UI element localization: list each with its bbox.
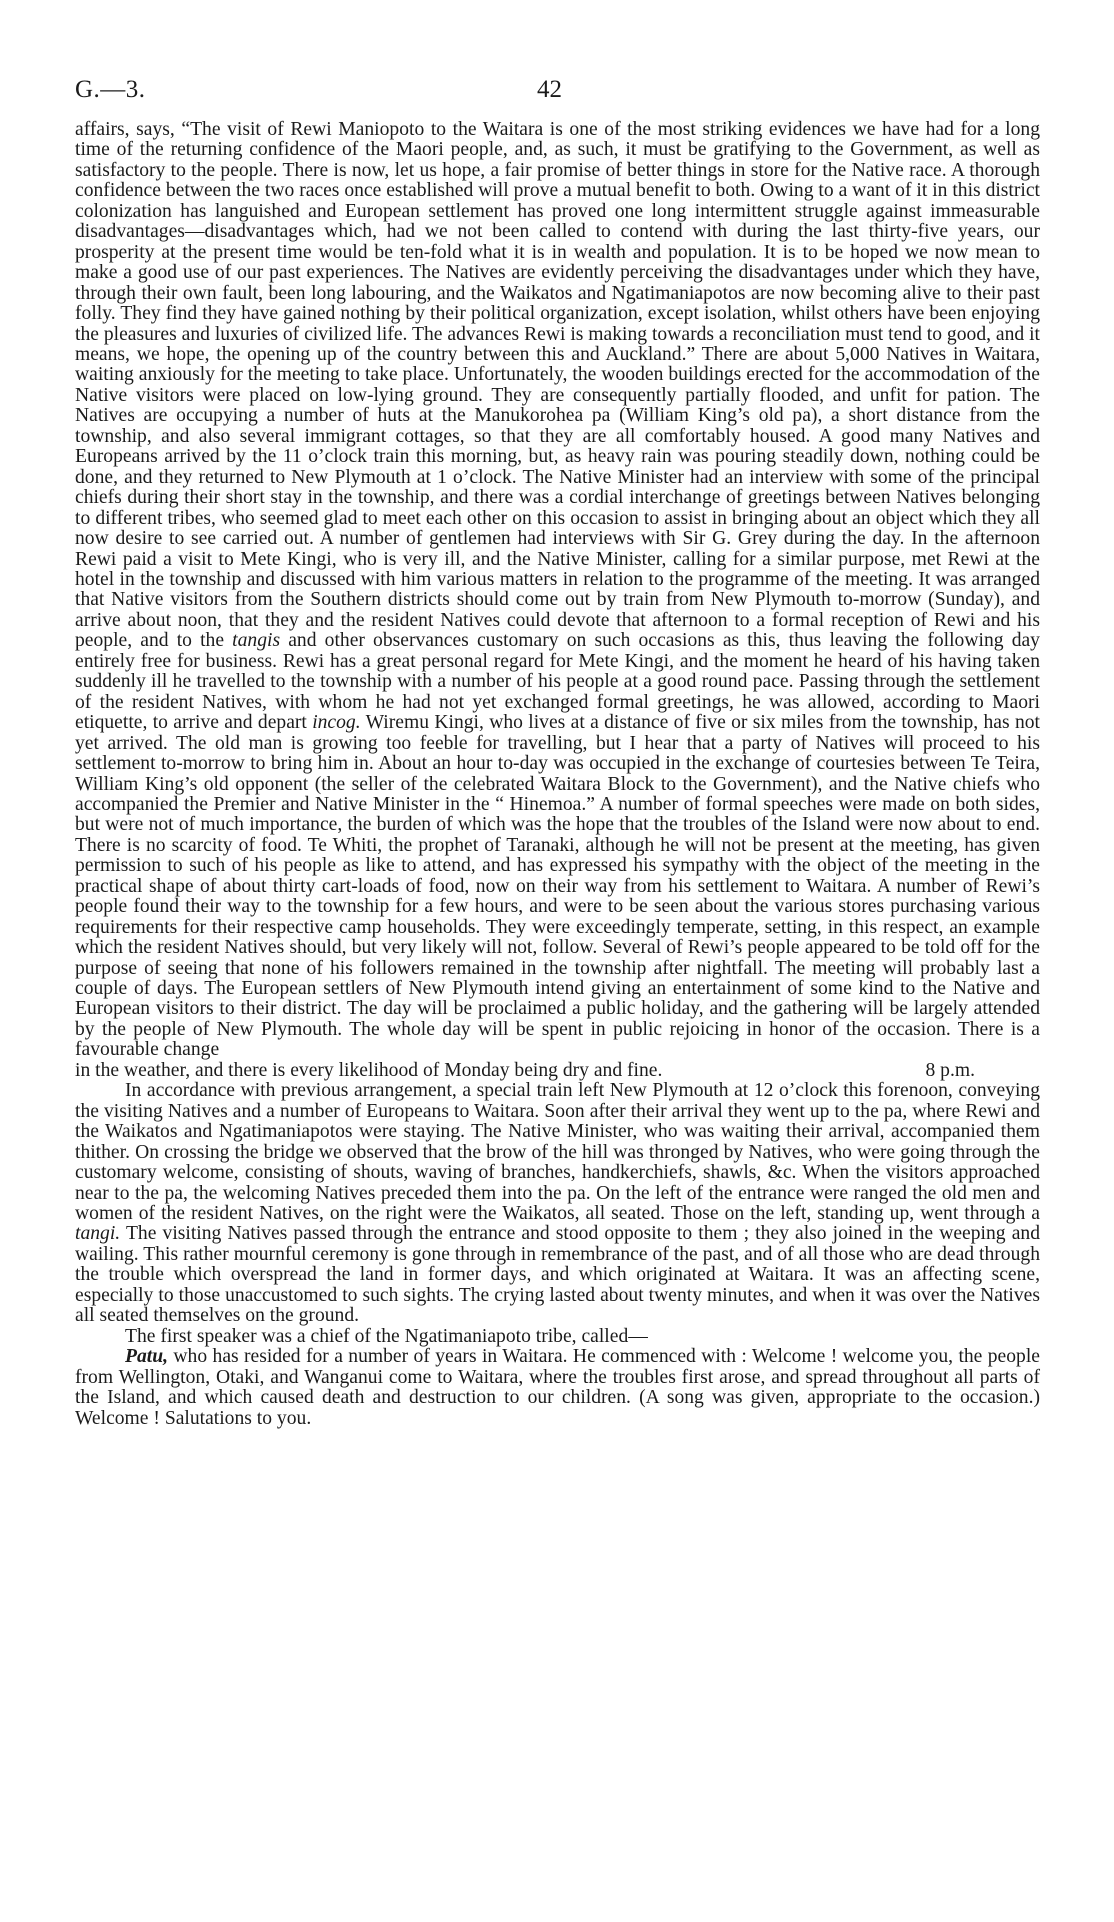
paragraph-1-text-b: and other observances customary on such occasions as this, thus leaving the following day entirely free for business. Rewi has a great personal regard for Mete Kingi, and the moment he heard of his having taken suddenly ill he travelled to the township with a number of his people at a good round pace. Passing through the settlement of the resident Natives, with whom he had not yet exchanged formal greetings, he was allowed, according to Maori etiquette, to arrive and depart [75, 630, 1040, 734]
paragraph-1-text-c: Wiremu Kingi, who lives at a distance of five or six miles from the township, has not yet arrived. The old man is growing too feeble for travelling, but I hear that a party of Natives will proceed to his settlement to-morrow to bring him in. About an hour to-day was occupied in the exchange of courtesies between Te Teira, William King’s old opponent (the seller of the celebrated Waitara Block to the Government), and the Native chiefs who accompanied the Premier and Native Minister in the “ Hinemoa.” A number of formal speeches were made on both sides, but were not of much importance, the burden of which was the hope that the troubles of the Island were now about to end. There is no scarcity of food. Te Whiti, the prophet of Taranaki, although he will not be present at the meeting, has given permission to such of his people as like to attend, and has expressed his sympathy with the object of the meeting in the practical shape of about thirty cart-loads of food, now on their way from his settlement to Waitara. A number of Rewi’s people found their way to the township for a few hours, and were to be seen about the various stores purchasing various requirements for their respective camp households. They were exceedingly temperate, setting, in this respect, an example which the resident Natives should, but very likely will not, follow. Several of Rewi’s people appeared to be told off for the purpose of seeing that none of his followers remained in the township after nightfall. The meeting will probably last a couple of days. The European settlers of New Plymouth intend giving an entertainment of some kind to the Native and European visitors to their district. The day will be proclaimed a public holiday, and the gathering will be largely attended by the people of New Plymouth. The whole day will be spent in public rejoicing in honor of the occasion. There is a favourable change [75, 712, 1040, 1061]
speaker-name: Patu, [125, 1346, 169, 1368]
paragraph-2-text-a: In accordance with previous arrangement, a special train left New Plymouth at 12 o’clock this forenoon, conveying the visiting Natives and a number of Europeans to Waitara. Soon after their arrival they went up to the pa, where Rewi and the Waikatos and Ngatimaniapotos were staying. The Native Minister, who was waiting their arrival, accompanied them thither. On crossing the bridge we observed that the brow of the hill was thronged by Natives, who were going through the customary welcome, consisting of shouts, waving of branches, handkerchiefs, shawls, &c. When the visitors approached near to the pa, the welcoming Natives preceded them into the pa. On the left of the entrance were ranged the old men and women of the resident Natives, on the right were the Waikatos, all seated. Those on the left, standing up, went through a [75, 1080, 1040, 1225]
speech-paragraph [75, 1347, 1040, 1429]
italic-term-tangis: tangis [232, 630, 281, 652]
paragraph-2-text-b: The visiting Natives passed through the entrance and stood opposite to them ; they also joined in the weeping and wailing. This rather mournful ceremony is gone through in remembrance of the past, and of all those who are dead through the trouble which overspread the land in former days, and which originated at Waitara. It was an affecting scene, especially to those unaccustomed to such sights. The crying lasted about twenty minutes, and when it was over the Natives all seated themselves on the ground. [75, 1223, 1040, 1327]
paragraph-1-text-a: affairs, says, “The visit of Rewi Maniopoto to the Waitara is one of the most striking evidences we have had for a long time of the returning confidence of the Maori people, and, as such, it must be gratifying to the Government, as well as satisfactory to the people. There is now, let us hope, a fair promise of better things in store for the Native race. A thorough confidence between the two races once established will prove a mutual benefit to both. Owing to a want of it in this district colonization has languished and European settlement has proved one long intermittent struggle against immeasurable disadvantages—disadvantages which, had we not been called to contend with during the last thirty-five years, our prosperity at the present time would be ten-fold what it is in wealth and population. It is to be hoped we now mean to make a good use of our past experiences. The Natives are evidently perceiving the disadvantages under which they have, through their own fault, been long labouring, and the Waikatos and Ngatimaniapotos are now becoming alive to their past folly. They find they have gained nothing by their political organization, except isolation, whilst others have been enjoying the pleasures and luxuries of civilized life. The advances Rewi is making towards a reconciliation must tend to good, and it means, we hope, the opening up of the country between this and Auckland.” There are about 5,000 Natives in Waitara, waiting anxiously for the meeting to take place. Unfortunately, the wooden buildings erected for the accommodation of the Native visitors were placed on low-lying ground. They are consequently partially flooded, and unfit for pation. The Natives are occupying a number of huts at the Manukorohea pa (William King’s old pa), a short distance from the township, and also several immigrant cottages, so that they are all comfortably housed. A good many Natives and Europeans arrived by the 11 o’clock train this morning, but, as heavy rain was pouring steadily down, nothing could be done, and they returned to New Plymouth at 1 o’clock. The Native Minister had an interview with some of the principal chiefs during their short stay in the township, and there was a cordial interchange of greetings between Natives belonging to different tribes, who seemed glad to meet each other on this occasion to assist in bringing about an object which they all now desire to see carried out. A number of gentlemen had interviews with Sir G. Grey during the day. In the afternoon Rewi paid a visit to Mete Kingi, who is very ill, and the Native Minister, calling for a similar purpose, met Rewi at the hotel in the township and discussed with him various matters in relation to the programme of the meeting. It was arranged that Native visitors from the Southern districts should come out by train from New Plymouth to-morrow (Sunday), and arrive about noon, that they and the resident Natives could devote that afternoon to a formal reception of Rewi and his people, and to the [75, 119, 1040, 652]
dateline-row [75, 1061, 1040, 1081]
paragraph-1 [75, 120, 1040, 1061]
document-reference: G.—3. [75, 76, 146, 103]
paragraph-1-last-line: in the weather, and there is every likelihood of Monday being dry and fine. [75, 1059, 663, 1081]
document-body [75, 120, 1040, 1429]
paragraph-2 [75, 1081, 1040, 1326]
italic-term-tangi: tangi. [75, 1223, 121, 1245]
speech-text: who has resided for a number of years in Waitara. He commenced with : Welcome ! welcome you, the people from Wellington, Otaki, and Wanganui come to Waitara, where the troubles first arose, and spread throughout all parts of the Island, and which caused death and destruction to our children. (A song was given, appropriate to the occasion.) Welcome ! Salutations to you. [75, 1346, 1040, 1429]
page-number: 42 [537, 76, 562, 103]
paragraph-3: The first speaker was a chief of the Ngatimaniapoto tribe, called— [125, 1325, 648, 1347]
italic-term-incog: incog. [312, 712, 361, 734]
dateline-time: 8 p.m. [925, 1059, 975, 1081]
